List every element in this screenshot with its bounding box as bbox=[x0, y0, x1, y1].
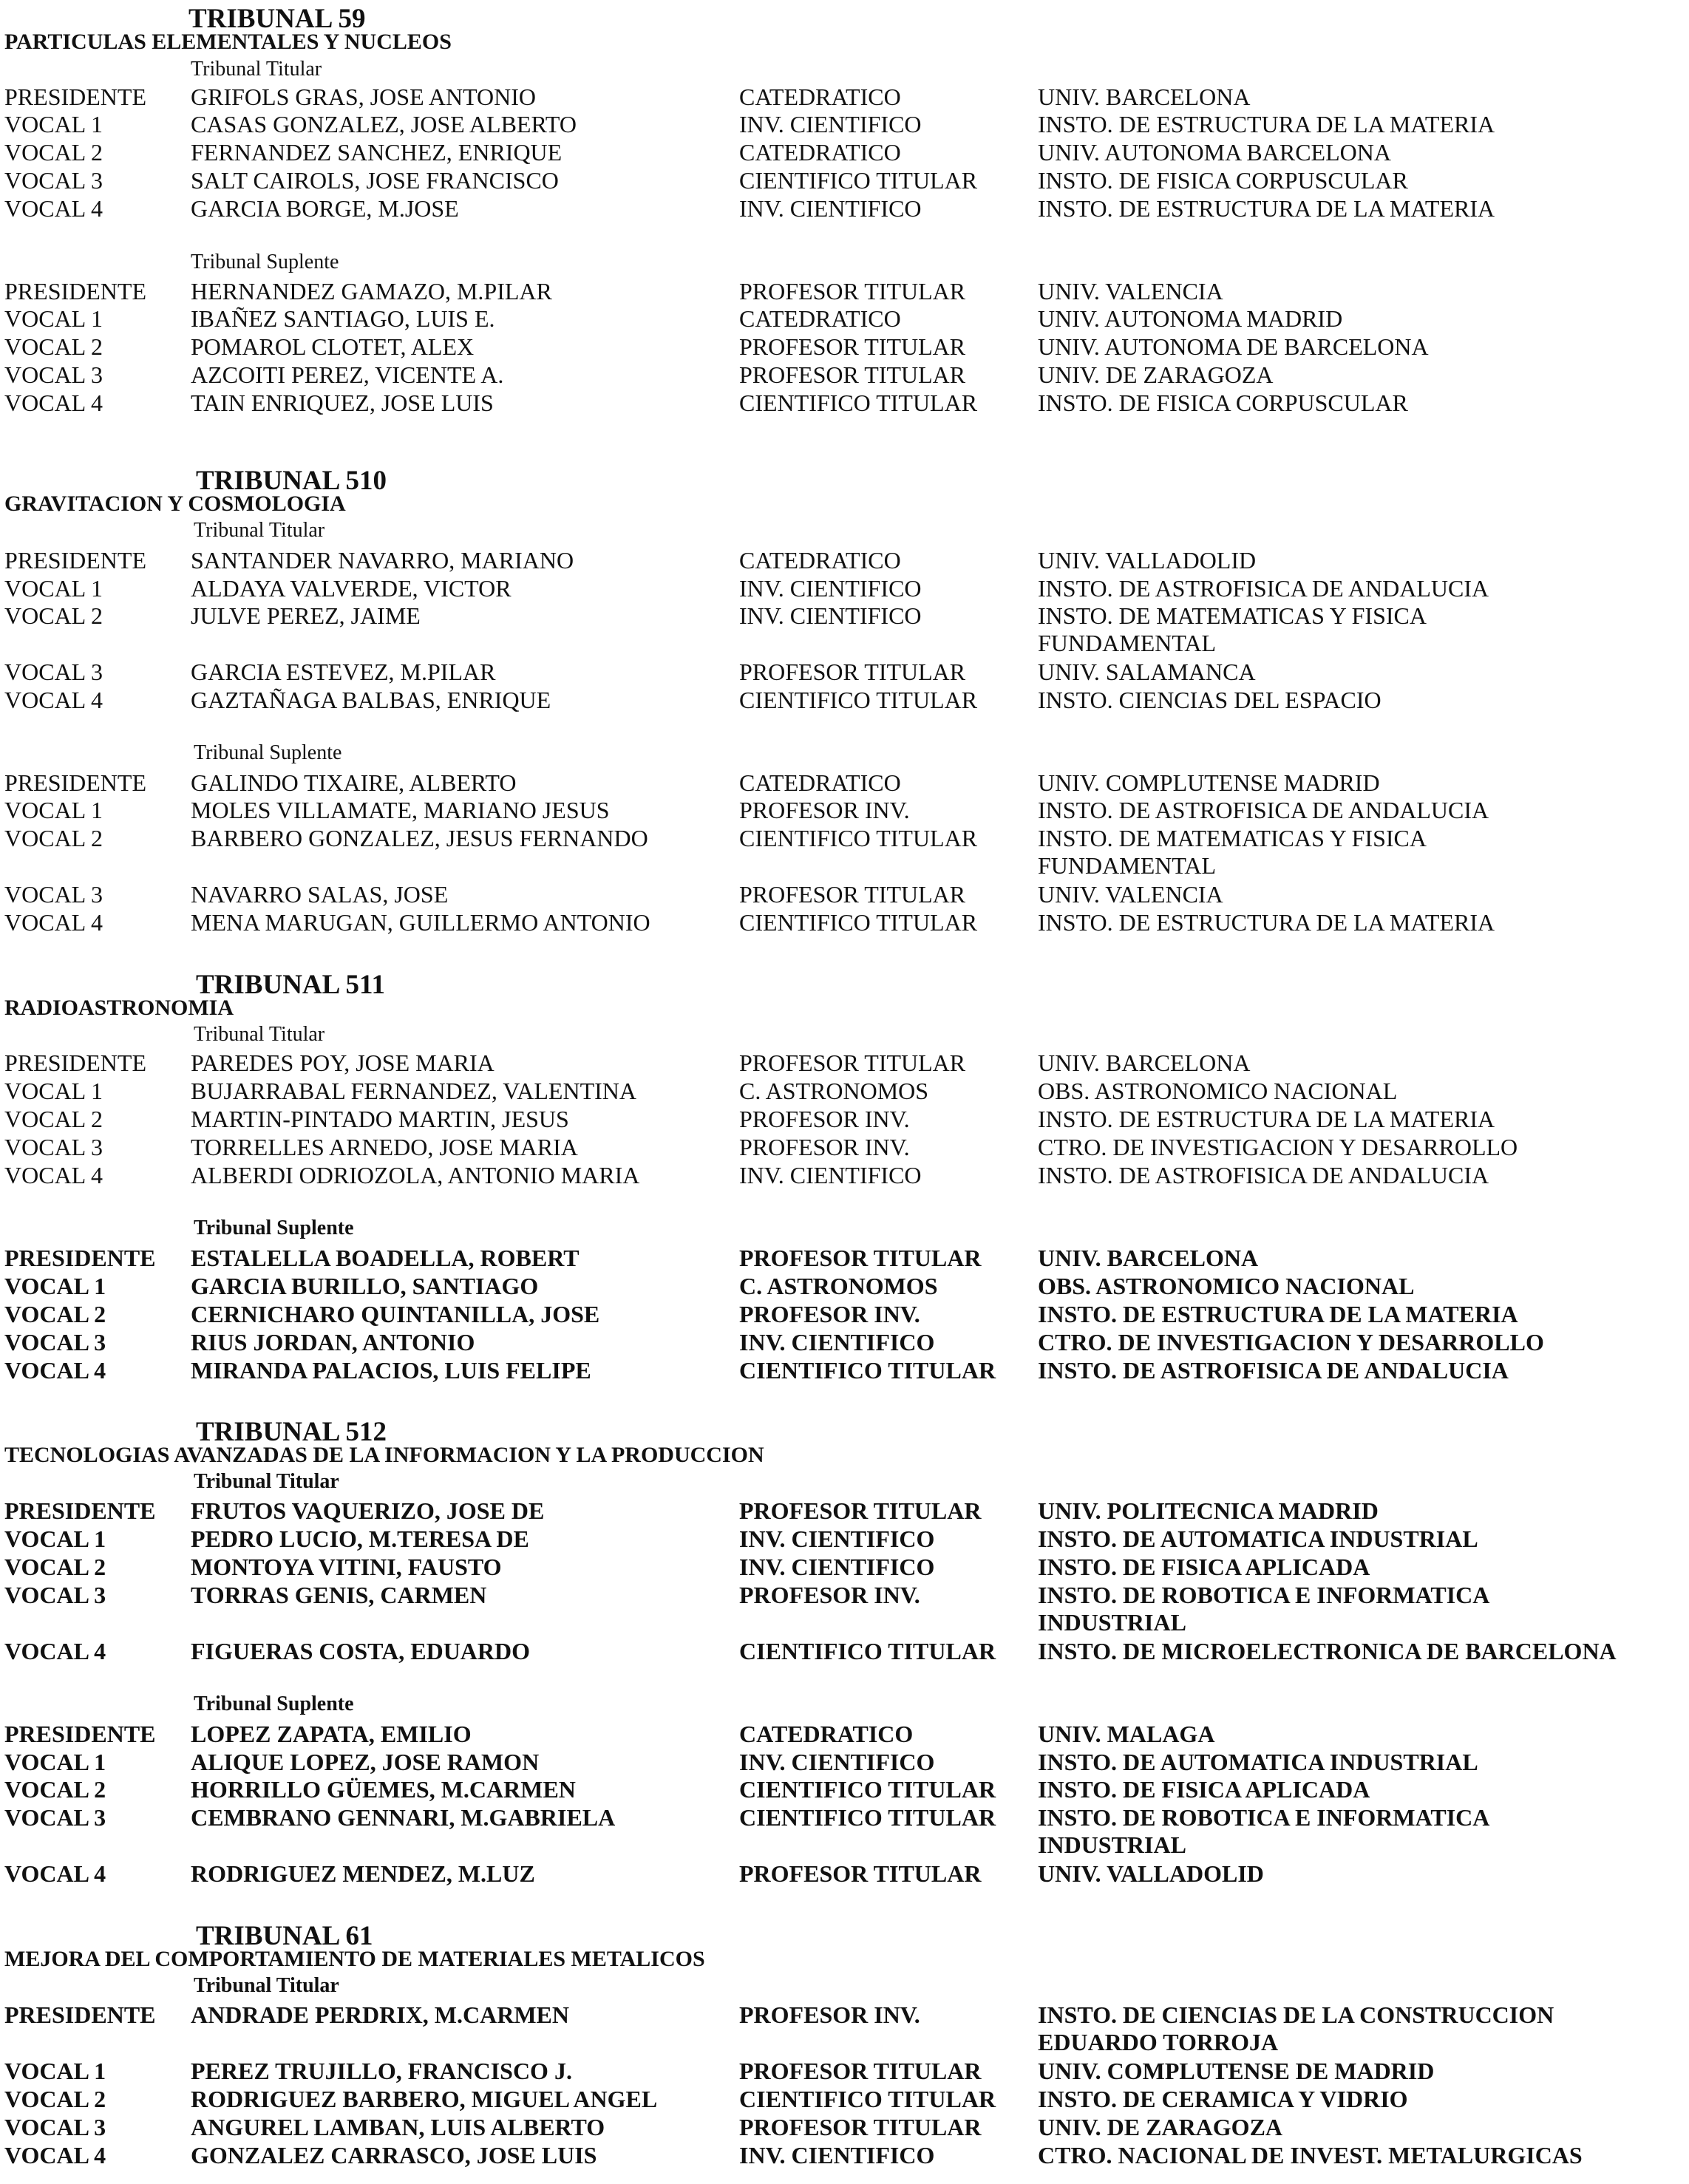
member-name: PEREZ TRUJILLO, FRANCISCO J. bbox=[191, 2058, 572, 2084]
member-position: INV. CIENTIFICO bbox=[739, 2142, 935, 2168]
member-institution: INSTO. DE ESTRUCTURA DE LA MATERIA bbox=[1038, 195, 1495, 222]
member-position: INV. CIENTIFICO bbox=[739, 1162, 922, 1188]
member-name: ALBERDI ODRIOZOLA, ANTONIO MARIA bbox=[191, 1162, 640, 1188]
tribunal-title: TRIBUNAL 510 bbox=[196, 466, 387, 496]
member-name: ANDRADE PERDRIX, M.CARMEN bbox=[191, 2001, 569, 2028]
member-name: GALINDO TIXAIRE, ALBERTO bbox=[191, 769, 517, 796]
member-role: VOCAL 2 bbox=[4, 1301, 106, 1327]
group-heading: Tribunal Suplente bbox=[194, 1217, 354, 1239]
member-position: INV. CIENTIFICO bbox=[739, 1554, 935, 1580]
member-institution: UNIV. BARCELONA bbox=[1038, 84, 1251, 110]
member-name: FIGUERAS COSTA, EDUARDO bbox=[191, 1638, 531, 1664]
member-institution: OBS. ASTRONOMICO NACIONAL bbox=[1038, 1078, 1398, 1104]
member-name: CASAS GONZALEZ, JOSE ALBERTO bbox=[191, 111, 577, 137]
member-role: VOCAL 4 bbox=[4, 687, 103, 713]
member-name: GARCIA BORGE, M.JOSE bbox=[191, 195, 459, 222]
member-role: VOCAL 1 bbox=[4, 2058, 106, 2084]
member-role: VOCAL 2 bbox=[4, 1106, 103, 1132]
member-name: ESTALELLA BOADELLA, ROBERT bbox=[191, 1245, 580, 1271]
member-role: PRESIDENTE bbox=[4, 84, 146, 110]
member-role: VOCAL 4 bbox=[4, 1162, 103, 1188]
member-institution: OBS. ASTRONOMICO NACIONAL bbox=[1038, 1273, 1415, 1299]
member-position: CIENTIFICO TITULAR bbox=[739, 909, 978, 936]
member-name: ALDAYA VALVERDE, VICTOR bbox=[191, 575, 512, 602]
member-institution: INSTO. DE MATEMATICAS Y FISICA FUNDAMENTAL bbox=[1038, 825, 1427, 879]
member-position: CIENTIFICO TITULAR bbox=[739, 1804, 996, 1831]
member-role: VOCAL 2 bbox=[4, 825, 103, 851]
member-position: PROFESOR TITULAR bbox=[739, 361, 966, 388]
member-name: GONZALEZ CARRASCO, JOSE LUIS bbox=[191, 2142, 597, 2168]
member-institution: INSTO. DE FISICA CORPUSCULAR bbox=[1038, 167, 1408, 194]
member-name: SALT CAIROLS, JOSE FRANCISCO bbox=[191, 167, 559, 194]
group-heading: Tribunal Suplente bbox=[191, 251, 339, 273]
member-name: GARCIA BURILLO, SANTIAGO bbox=[191, 1273, 539, 1299]
member-institution: INSTO. DE FISICA CORPUSCULAR bbox=[1038, 389, 1408, 416]
member-role: VOCAL 1 bbox=[4, 1078, 103, 1104]
member-name: PAREDES POY, JOSE MARIA bbox=[191, 1050, 495, 1076]
member-name: MENA MARUGAN, GUILLERMO ANTONIO bbox=[191, 909, 650, 936]
member-institution: CTRO. NACIONAL DE INVEST. METALURGICAS bbox=[1038, 2142, 1583, 2168]
member-role: PRESIDENTE bbox=[4, 547, 146, 574]
member-institution: UNIV. AUTONOMA MADRID bbox=[1038, 305, 1343, 332]
member-institution: INSTO. DE ASTROFISICA DE ANDALUCIA bbox=[1038, 797, 1489, 823]
member-name: FRUTOS VAQUERIZO, JOSE DE bbox=[191, 1497, 545, 1524]
member-position: CIENTIFICO TITULAR bbox=[739, 825, 978, 851]
member-position: CATEDRATICO bbox=[739, 547, 901, 574]
member-role: VOCAL 1 bbox=[4, 111, 103, 137]
member-role: VOCAL 3 bbox=[4, 1582, 106, 1608]
member-role: VOCAL 4 bbox=[4, 909, 103, 936]
member-position: CATEDRATICO bbox=[739, 305, 901, 332]
tribunal-title: TRIBUNAL 59 bbox=[188, 4, 366, 34]
member-position: CATEDRATICO bbox=[739, 1721, 914, 1747]
member-position: INV. CIENTIFICO bbox=[739, 111, 922, 137]
member-position: PROFESOR TITULAR bbox=[739, 881, 966, 908]
group-heading: Tribunal Suplente bbox=[194, 741, 342, 764]
member-position: PROFESOR TITULAR bbox=[739, 333, 966, 360]
member-name: GAZTAÑAGA BALBAS, ENRIQUE bbox=[191, 687, 551, 713]
member-position: CIENTIFICO TITULAR bbox=[739, 2086, 996, 2112]
member-role: PRESIDENTE bbox=[4, 278, 146, 305]
tribunal-subject: MEJORA DEL COMPORTAMIENTO DE MATERIALES METALICOS bbox=[4, 1947, 705, 1971]
member-position: PROFESOR TITULAR bbox=[739, 1050, 966, 1076]
member-institution: INSTO. DE AUTOMATICA INDUSTRIAL bbox=[1038, 1525, 1478, 1552]
member-position: CATEDRATICO bbox=[739, 769, 901, 796]
member-name: POMAROL CLOTET, ALEX bbox=[191, 333, 475, 360]
member-position: PROFESOR INV. bbox=[739, 1106, 910, 1132]
member-institution: INSTO. DE CIENCIAS DE LA CONSTRUCCION EDUARDO TORROJA bbox=[1038, 2001, 1554, 2055]
member-role: PRESIDENTE bbox=[4, 1050, 146, 1076]
member-position: CIENTIFICO TITULAR bbox=[739, 1638, 996, 1664]
member-position: PROFESOR INV. bbox=[739, 797, 910, 823]
member-position: CIENTIFICO TITULAR bbox=[739, 687, 978, 713]
member-name: BARBERO GONZALEZ, JESUS FERNANDO bbox=[191, 825, 648, 851]
member-position: C. ASTRONOMOS bbox=[739, 1273, 938, 1299]
tribunal-subject: TECNOLOGIAS AVANZADAS DE LA INFORMACION Y LA PRODUCCION bbox=[4, 1443, 764, 1467]
member-role: PRESIDENTE bbox=[4, 1497, 156, 1524]
member-institution: UNIV. VALLADOLID bbox=[1038, 1860, 1264, 1887]
member-name: LOPEZ ZAPATA, EMILIO bbox=[191, 1721, 472, 1747]
member-role: VOCAL 3 bbox=[4, 1804, 106, 1831]
member-institution: CTRO. DE INVESTIGACION Y DESARROLLO bbox=[1038, 1329, 1544, 1355]
member-position: INV. CIENTIFICO bbox=[739, 1525, 935, 1552]
member-institution: UNIV. BARCELONA bbox=[1038, 1050, 1251, 1076]
member-role: PRESIDENTE bbox=[4, 769, 146, 796]
member-role: VOCAL 3 bbox=[4, 1329, 106, 1355]
member-role: VOCAL 3 bbox=[4, 167, 103, 194]
member-role: VOCAL 4 bbox=[4, 1638, 106, 1664]
member-institution: INSTO. DE FISICA APLICADA bbox=[1038, 1554, 1370, 1580]
group-heading: Tribunal Titular bbox=[194, 1023, 325, 1046]
member-position: PROFESOR INV. bbox=[739, 1301, 920, 1327]
member-institution: INSTO. DE MICROELECTRONICA DE BARCELONA bbox=[1038, 1638, 1617, 1664]
member-position: CIENTIFICO TITULAR bbox=[739, 1776, 996, 1803]
member-institution: INSTO. DE FISICA APLICADA bbox=[1038, 1776, 1370, 1803]
member-institution: UNIV. SALAMANCA bbox=[1038, 659, 1256, 685]
member-position: PROFESOR TITULAR bbox=[739, 1497, 982, 1524]
member-role: VOCAL 2 bbox=[4, 1776, 106, 1803]
member-institution: UNIV. VALENCIA bbox=[1038, 278, 1223, 305]
member-position: PROFESOR TITULAR bbox=[739, 1245, 982, 1271]
member-name: TORRELLES ARNEDO, JOSE MARIA bbox=[191, 1134, 578, 1160]
member-role: VOCAL 4 bbox=[4, 1860, 106, 1887]
member-position: PROFESOR TITULAR bbox=[739, 2114, 982, 2140]
member-institution: INSTO. DE ASTROFISICA DE ANDALUCIA bbox=[1038, 1162, 1489, 1188]
member-institution: UNIV. AUTONOMA DE BARCELONA bbox=[1038, 333, 1429, 360]
member-name: FERNANDEZ SANCHEZ, ENRIQUE bbox=[191, 139, 563, 166]
member-role: VOCAL 3 bbox=[4, 659, 103, 685]
member-name: RODRIGUEZ MENDEZ, M.LUZ bbox=[191, 1860, 535, 1887]
member-role: PRESIDENTE bbox=[4, 1721, 156, 1747]
member-role: VOCAL 4 bbox=[4, 1357, 106, 1384]
tribunal-subject: GRAVITACION Y COSMOLOGIA bbox=[4, 491, 346, 516]
member-institution: UNIV. MALAGA bbox=[1038, 1721, 1215, 1747]
member-name: AZCOITI PEREZ, VICENTE A. bbox=[191, 361, 504, 388]
tribunal-subject: PARTICULAS ELEMENTALES Y NUCLEOS bbox=[4, 30, 452, 54]
member-name: MIRANDA PALACIOS, LUIS FELIPE bbox=[191, 1357, 591, 1384]
member-name: NAVARRO SALAS, JOSE bbox=[191, 881, 449, 908]
member-role: VOCAL 2 bbox=[4, 2086, 106, 2112]
member-institution: UNIV. VALLADOLID bbox=[1038, 547, 1257, 574]
member-position: INV. CIENTIFICO bbox=[739, 195, 922, 222]
member-position: CIENTIFICO TITULAR bbox=[739, 167, 978, 194]
member-institution: INSTO. DE MATEMATICAS Y FISICA FUNDAMENTAL bbox=[1038, 602, 1427, 656]
group-heading: Tribunal Suplente bbox=[194, 1693, 354, 1715]
member-institution: INSTO. DE ASTROFISICA DE ANDALUCIA bbox=[1038, 1357, 1509, 1384]
group-heading: Tribunal Titular bbox=[194, 1470, 339, 1493]
member-institution: INSTO. DE ESTRUCTURA DE LA MATERIA bbox=[1038, 1106, 1495, 1132]
member-role: VOCAL 3 bbox=[4, 361, 103, 388]
member-position: INV. CIENTIFICO bbox=[739, 575, 922, 602]
member-role: VOCAL 4 bbox=[4, 195, 103, 222]
member-role: VOCAL 1 bbox=[4, 1749, 106, 1775]
member-name: GARCIA ESTEVEZ, M.PILAR bbox=[191, 659, 496, 685]
member-institution: INSTO. DE ROBOTICA E INFORMATICA INDUSTRIAL bbox=[1038, 1804, 1490, 1858]
member-name: SANTANDER NAVARRO, MARIANO bbox=[191, 547, 574, 574]
member-name: ANGUREL LAMBAN, LUIS ALBERTO bbox=[191, 2114, 605, 2140]
member-institution: INSTO. CIENCIAS DEL ESPACIO bbox=[1038, 687, 1382, 713]
member-position: PROFESOR TITULAR bbox=[739, 2058, 982, 2084]
member-position: C. ASTRONOMOS bbox=[739, 1078, 929, 1104]
member-name: RODRIGUEZ BARBERO, MIGUEL ANGEL bbox=[191, 2086, 658, 2112]
group-heading: Tribunal Titular bbox=[194, 519, 325, 542]
member-institution: INSTO. DE ROBOTICA E INFORMATICA INDUSTRIAL bbox=[1038, 1582, 1490, 1636]
member-name: HORRILLO GÜEMES, M.CARMEN bbox=[191, 1776, 576, 1803]
member-role: VOCAL 3 bbox=[4, 881, 103, 908]
member-position: INV. CIENTIFICO bbox=[739, 602, 922, 629]
tribunal-title: TRIBUNAL 511 bbox=[196, 970, 385, 1000]
member-institution: UNIV. COMPLUTENSE DE MADRID bbox=[1038, 2058, 1435, 2084]
member-position: PROFESOR TITULAR bbox=[739, 278, 966, 305]
tribunal-subject: RADIOASTRONOMIA bbox=[4, 996, 234, 1020]
tribunal-title: TRIBUNAL 61 bbox=[196, 1921, 373, 1951]
member-institution: UNIV. DE ZARAGOZA bbox=[1038, 2114, 1283, 2140]
member-role: VOCAL 1 bbox=[4, 305, 103, 332]
member-institution: UNIV. DE ZARAGOZA bbox=[1038, 361, 1274, 388]
member-role: PRESIDENTE bbox=[4, 1245, 156, 1271]
member-role: VOCAL 1 bbox=[4, 1525, 106, 1552]
member-institution: UNIV. COMPLUTENSE MADRID bbox=[1038, 769, 1380, 796]
member-institution: CTRO. DE INVESTIGACION Y DESARROLLO bbox=[1038, 1134, 1518, 1160]
member-role: VOCAL 2 bbox=[4, 1554, 106, 1580]
member-position: CIENTIFICO TITULAR bbox=[739, 389, 978, 416]
member-position: CATEDRATICO bbox=[739, 84, 901, 110]
member-position: PROFESOR INV. bbox=[739, 1134, 910, 1160]
member-institution: INSTO. DE ESTRUCTURA DE LA MATERIA bbox=[1038, 111, 1495, 137]
member-position: INV. CIENTIFICO bbox=[739, 1329, 935, 1355]
member-name: IBAÑEZ SANTIAGO, LUIS E. bbox=[191, 305, 495, 332]
group-heading: Tribunal Titular bbox=[194, 1974, 339, 1997]
member-institution: INSTO. DE AUTOMATICA INDUSTRIAL bbox=[1038, 1749, 1478, 1775]
member-institution: INSTO. DE ESTRUCTURA DE LA MATERIA bbox=[1038, 1301, 1518, 1327]
member-name: MARTIN-PINTADO MARTIN, JESUS bbox=[191, 1106, 569, 1132]
member-name: PEDRO LUCIO, M.TERESA DE bbox=[191, 1525, 529, 1552]
member-role: VOCAL 1 bbox=[4, 575, 103, 602]
member-institution: UNIV. BARCELONA bbox=[1038, 1245, 1259, 1271]
member-name: MONTOYA VITINI, FAUSTO bbox=[191, 1554, 502, 1580]
member-name: CEMBRANO GENNARI, M.GABRIELA bbox=[191, 1804, 616, 1831]
member-name: MOLES VILLAMATE, MARIANO JESUS bbox=[191, 797, 610, 823]
member-name: RIUS JORDAN, ANTONIO bbox=[191, 1329, 475, 1355]
member-institution: INSTO. DE CERAMICA Y VIDRIO bbox=[1038, 2086, 1408, 2112]
member-role: VOCAL 2 bbox=[4, 333, 103, 360]
member-position: PROFESOR INV. bbox=[739, 1582, 920, 1608]
member-role: VOCAL 2 bbox=[4, 602, 103, 629]
member-name: TORRAS GENIS, CARMEN bbox=[191, 1582, 487, 1608]
tribunal-title: TRIBUNAL 512 bbox=[196, 1417, 387, 1447]
member-role: VOCAL 4 bbox=[4, 389, 103, 416]
group-heading: Tribunal Titular bbox=[191, 58, 322, 81]
member-institution: INSTO. DE ASTROFISICA DE ANDALUCIA bbox=[1038, 575, 1489, 602]
member-role: VOCAL 2 bbox=[4, 139, 103, 166]
member-position: PROFESOR TITULAR bbox=[739, 659, 966, 685]
member-position: PROFESOR TITULAR bbox=[739, 1860, 982, 1887]
member-name: BUJARRABAL FERNANDEZ, VALENTINA bbox=[191, 1078, 636, 1104]
member-institution: INSTO. DE ESTRUCTURA DE LA MATERIA bbox=[1038, 909, 1495, 936]
member-name: CERNICHARO QUINTANILLA, JOSE bbox=[191, 1301, 600, 1327]
member-role: VOCAL 3 bbox=[4, 2114, 106, 2140]
member-name: TAIN ENRIQUEZ, JOSE LUIS bbox=[191, 389, 494, 416]
member-name: HERNANDEZ GAMAZO, M.PILAR bbox=[191, 278, 552, 305]
member-institution: UNIV. VALENCIA bbox=[1038, 881, 1223, 908]
member-position: PROFESOR INV. bbox=[739, 2001, 920, 2028]
member-role: PRESIDENTE bbox=[4, 2001, 156, 2028]
member-name: ALIQUE LOPEZ, JOSE RAMON bbox=[191, 1749, 540, 1775]
member-institution: UNIV. POLITECNICA MADRID bbox=[1038, 1497, 1379, 1524]
member-name: JULVE PEREZ, JAIME bbox=[191, 602, 421, 629]
member-position: CIENTIFICO TITULAR bbox=[739, 1357, 996, 1384]
member-position: INV. CIENTIFICO bbox=[739, 1749, 935, 1775]
member-role: VOCAL 1 bbox=[4, 797, 103, 823]
member-name: GRIFOLS GRAS, JOSE ANTONIO bbox=[191, 84, 537, 110]
member-institution: UNIV. AUTONOMA BARCELONA bbox=[1038, 139, 1391, 166]
member-role: VOCAL 4 bbox=[4, 2142, 106, 2168]
member-position: CATEDRATICO bbox=[739, 139, 901, 166]
member-role: VOCAL 3 bbox=[4, 1134, 103, 1160]
member-role: VOCAL 1 bbox=[4, 1273, 106, 1299]
